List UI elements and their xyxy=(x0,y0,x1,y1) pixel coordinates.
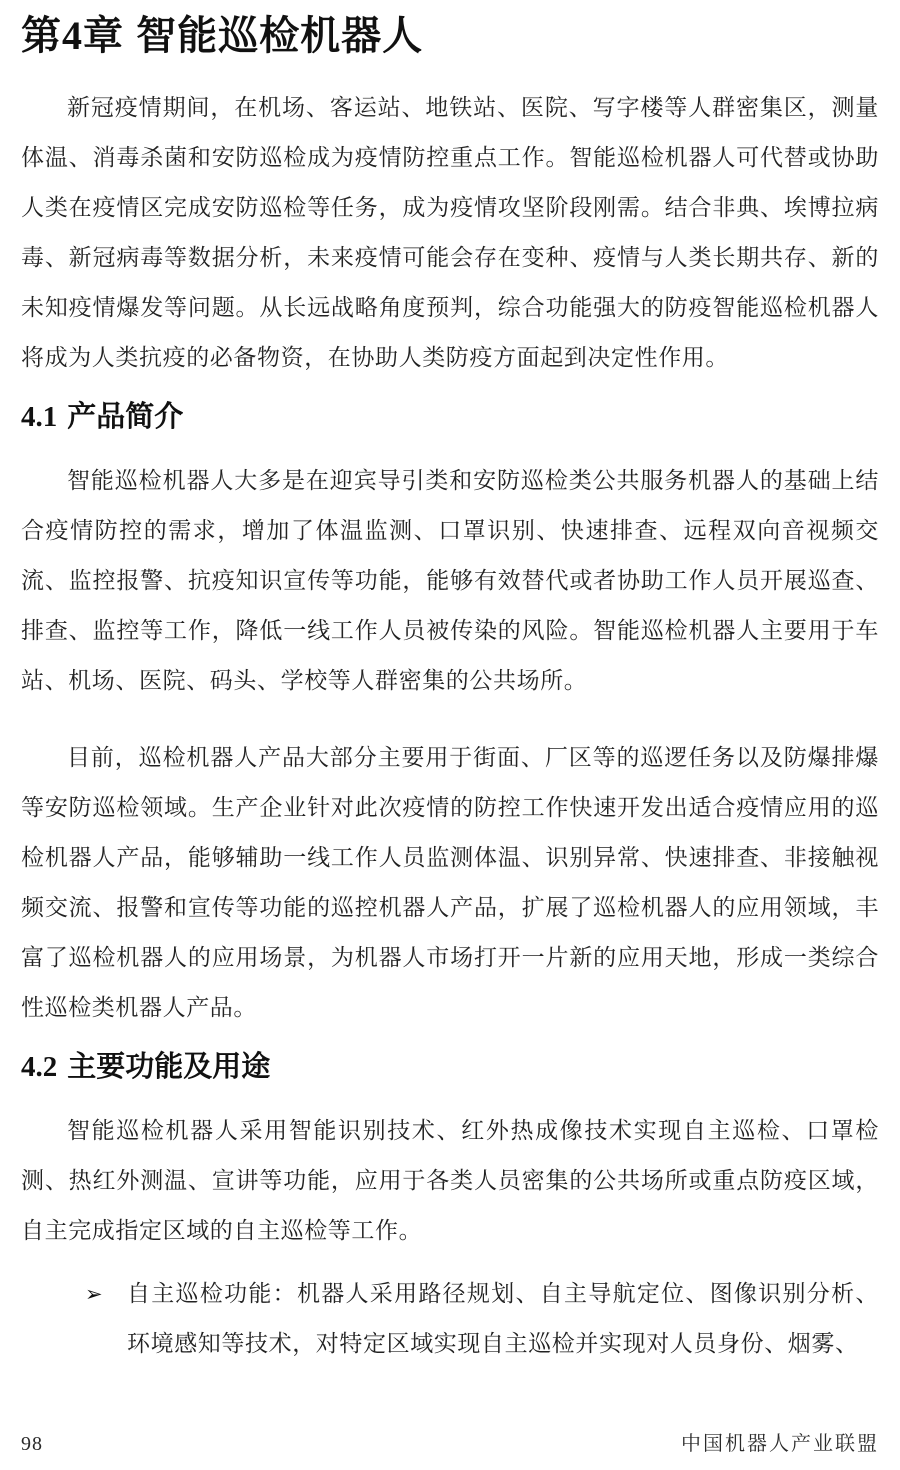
page-footer xyxy=(21,1427,879,1456)
chapter-label-suffix: 章 xyxy=(83,14,124,58)
list-item xyxy=(21,1269,879,1369)
bullet-item-text: 自主巡检功能：机器人采用路径规划、自主导航定位、图像识别分析、环境感知等技术，对特定区域实现自主巡检并实现对人员身份、烟雾、 xyxy=(127,1281,879,1356)
footer-organization: 中国机器人产业联盟 xyxy=(681,1433,879,1455)
page-number: 98 xyxy=(21,1433,43,1455)
chapter-label-prefix: 第 xyxy=(21,14,62,58)
chapter-intro-paragraph: 新冠疫情期间，在机场、客运站、地铁站、医院、写字楼等人群密集区，测量体温、消毒杀菌和安防巡检成为疫情防控重点工作。智能巡检机器人可代替或协助人类在疫情区完成安防巡检等任务，成为疫情攻坚阶段刚需。结合非典、埃博拉病毒、新冠病毒等数据分析，未来疫情可能会存在变种、疫情与人类长期共存、新的未知疫情爆发等问题。从长远战略角度预判，综合功能强大的防疫智能巡检机器人将成为人类抗疫的必备物资，在协助人类防疫方面起到决定性作用。 xyxy=(21,95,879,370)
feature-bullet-list xyxy=(21,1269,879,1369)
section-4-1-title: 产品简介 xyxy=(67,401,184,433)
section-4-2-paragraph-1: 智能巡检机器人采用智能识别技术、红外热成像技术实现自主巡检、口罩检测、热红外测温、宣讲等功能，应用于各类人员密集的公共场所或重点防疫区域，自主完成指定区域的自主巡检等工作。 xyxy=(21,1118,879,1243)
arrow-bullet-icon: ➢ xyxy=(85,1282,103,1306)
section-4-1-paragraph-1: 智能巡检机器人大多是在迎宾导引类和安防巡检类公共服务机器人的基础上结合疫情防控的需求，增加了体温监测、口罩识别、快速排查、远程双向音视频交流、监控报警、抗疫知识宣传等功能，能够有效替代或者协助工作人员开展巡查、排查、监控等工作，降低一线工作人员被传染的风险。智能巡检机器人主要用于车站、机场、医院、码头、学校等人群密集的公共场所。 xyxy=(21,468,879,693)
chapter-title-text: 智能巡检机器人 xyxy=(136,14,424,58)
section-heading-4-2 xyxy=(21,1049,879,1085)
section-4-2-title: 主要功能及用途 xyxy=(67,1051,271,1083)
chapter-title xyxy=(21,12,879,60)
chapter-number: 4 xyxy=(62,13,83,58)
section-4-2-number: 4.2 xyxy=(21,1051,58,1083)
section-heading-4-1 xyxy=(21,399,879,435)
section-4-1-paragraph-2: 目前，巡检机器人产品大部分主要用于街面、厂区等的巡逻任务以及防爆排爆等安防巡检领域。生产企业针对此次疫情的防控工作快速开发出适合疫情应用的巡检机器人产品，能够辅助一线工作人员监测体温、识别异常、快速排查、非接触视频交流、报警和宣传等功能的巡控机器人产品，扩展了巡检机器人的应用领域，丰富了巡检机器人的应用场景，为机器人市场打开一片新的应用天地，形成一类综合性巡检类机器人产品。 xyxy=(21,745,879,1020)
section-4-1-number: 4.1 xyxy=(21,401,58,433)
